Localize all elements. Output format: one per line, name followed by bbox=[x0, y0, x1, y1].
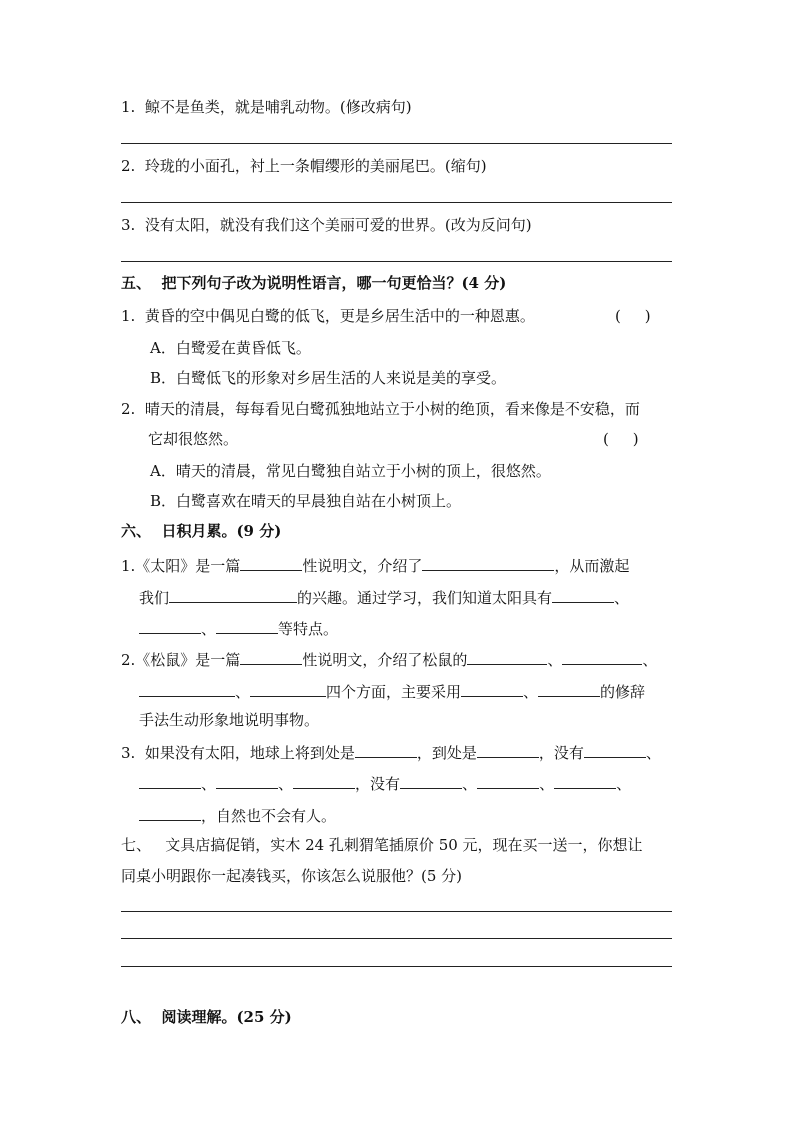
text: 3. 如果没有太阳，地球上将到处是 bbox=[121, 744, 355, 762]
fill-blank[interactable] bbox=[461, 680, 523, 697]
s6-question-1-line-3 bbox=[139, 617, 338, 639]
s6-question-3-line-3 bbox=[139, 804, 336, 826]
fill-blank[interactable] bbox=[584, 741, 646, 758]
text: ，没有 bbox=[538, 744, 584, 762]
fill-blank[interactable] bbox=[169, 586, 297, 603]
s5-question-1: 1. 黄昏的空中偶见白鹭的低飞，更是乡居生活中的一种恩惠。 bbox=[121, 307, 535, 325]
text: 四个方面，主要采用 bbox=[326, 683, 462, 701]
answer-line[interactable] bbox=[121, 938, 672, 939]
text: 2.《松鼠》是一篇 bbox=[121, 651, 241, 669]
text: 、 bbox=[201, 620, 217, 638]
s6-question-1-line-2 bbox=[139, 586, 629, 608]
s6-question-2-line-2 bbox=[139, 680, 645, 702]
fill-blank[interactable] bbox=[562, 648, 642, 665]
s6-question-3-line-1 bbox=[121, 741, 661, 763]
fill-blank[interactable] bbox=[552, 586, 614, 603]
text: 、 bbox=[539, 775, 555, 793]
text: ，从而激起 bbox=[554, 557, 630, 575]
text: 性说明文，介绍了松鼠的 bbox=[302, 651, 468, 669]
s5-q2-option-a: A．晴天的清晨，常见白鹭独自站立于小树的顶上，很悠然。 bbox=[150, 462, 551, 480]
answer-line[interactable] bbox=[121, 966, 672, 967]
fill-blank[interactable] bbox=[538, 680, 600, 697]
text: 的兴趣。通过学习，我们知道太阳具有 bbox=[297, 589, 553, 607]
s6-question-2-line-1 bbox=[121, 648, 657, 670]
s5-q2-option-b: B．白鹭喜欢在晴天的早晨独自站在小树顶上。 bbox=[150, 492, 462, 510]
s4-question-3: 3. 没有太阳，就没有我们这个美丽可爱的世界。(改为反问句) bbox=[121, 216, 532, 234]
section-6-title: 六、 日积月累。(9 分) bbox=[121, 522, 282, 540]
text: 1.《太阳》是一篇 bbox=[121, 557, 241, 575]
s5-question-2-cont: 它却很悠然。 bbox=[148, 430, 239, 448]
answer-line[interactable] bbox=[121, 202, 672, 203]
s5-q1-option-a: A．白鹭爱在黄昏低飞。 bbox=[150, 339, 311, 357]
section-7-line-2: 同桌小明跟你一起凑钱买，你该怎么说服他？(5 分) bbox=[121, 867, 463, 885]
fill-blank[interactable] bbox=[554, 772, 616, 789]
text: 、 bbox=[645, 744, 661, 762]
fill-blank[interactable] bbox=[477, 772, 539, 789]
answer-line[interactable] bbox=[121, 911, 672, 912]
text: ，没有 bbox=[355, 775, 401, 793]
fill-blank[interactable] bbox=[250, 680, 326, 697]
answer-line[interactable] bbox=[121, 261, 672, 262]
text: ，自然也不会有人。 bbox=[201, 807, 337, 825]
fill-blank[interactable] bbox=[467, 648, 547, 665]
text: 、 bbox=[201, 775, 217, 793]
fill-blank[interactable] bbox=[216, 772, 278, 789]
section-8-title: 八、 阅读理解。(25 分) bbox=[121, 1008, 292, 1026]
fill-blank[interactable] bbox=[477, 741, 539, 758]
fill-blank[interactable] bbox=[422, 554, 554, 571]
fill-blank[interactable] bbox=[240, 648, 302, 665]
s4-question-2: 2. 玲珑的小面孔，衬上一条帽缨形的美丽尾巴。(缩句) bbox=[121, 157, 487, 175]
answer-paren[interactable]: ( ) bbox=[603, 430, 639, 448]
text: 、 bbox=[523, 683, 539, 701]
text: 、 bbox=[614, 589, 630, 607]
text: 、 bbox=[278, 775, 294, 793]
fill-blank[interactable] bbox=[139, 680, 235, 697]
text: 、 bbox=[547, 651, 563, 669]
answer-paren[interactable]: ( ) bbox=[615, 307, 651, 325]
s6-question-1-line-1 bbox=[121, 554, 629, 576]
s6-question-3-line-2 bbox=[139, 772, 631, 794]
text: 、 bbox=[462, 775, 478, 793]
s5-q1-option-b: B．白鹭低飞的形象对乡居生活的人来说是美的享受。 bbox=[150, 369, 507, 387]
text: 等特点。 bbox=[278, 620, 339, 638]
text: 的修辞 bbox=[600, 683, 646, 701]
s4-question-1: 1. 鲸不是鱼类，就是哺乳动物。(修改病句) bbox=[121, 98, 412, 116]
answer-line[interactable] bbox=[121, 143, 672, 144]
fill-blank[interactable] bbox=[400, 772, 462, 789]
fill-blank[interactable] bbox=[293, 772, 355, 789]
s6-question-2-line-3: 手法生动形象地说明事物。 bbox=[139, 711, 320, 729]
text: 性说明文，介绍了 bbox=[302, 557, 423, 575]
fill-blank[interactable] bbox=[355, 741, 417, 758]
text: ，到处是 bbox=[416, 744, 477, 762]
section-7-line-1: 七、 文具店搞促销，实木 24 孔刺猬笔插原价 50 元，现在买一送一，你想让 bbox=[121, 836, 643, 854]
section-5-title: 五、 把下列句子改为说明性语言，哪一句更恰当？(4 分) bbox=[121, 274, 507, 292]
text: 、 bbox=[642, 651, 658, 669]
fill-blank[interactable] bbox=[139, 617, 201, 634]
fill-blank[interactable] bbox=[240, 554, 302, 571]
text: 、 bbox=[616, 775, 632, 793]
fill-blank[interactable] bbox=[139, 804, 201, 821]
text: 我们 bbox=[139, 589, 170, 607]
fill-blank[interactable] bbox=[139, 772, 201, 789]
text: 、 bbox=[235, 683, 251, 701]
s5-question-2: 2. 晴天的清晨，每每看见白鹭孤独地站立于小树的绝顶，看来像是不安稳，而 bbox=[121, 400, 640, 418]
fill-blank[interactable] bbox=[216, 617, 278, 634]
